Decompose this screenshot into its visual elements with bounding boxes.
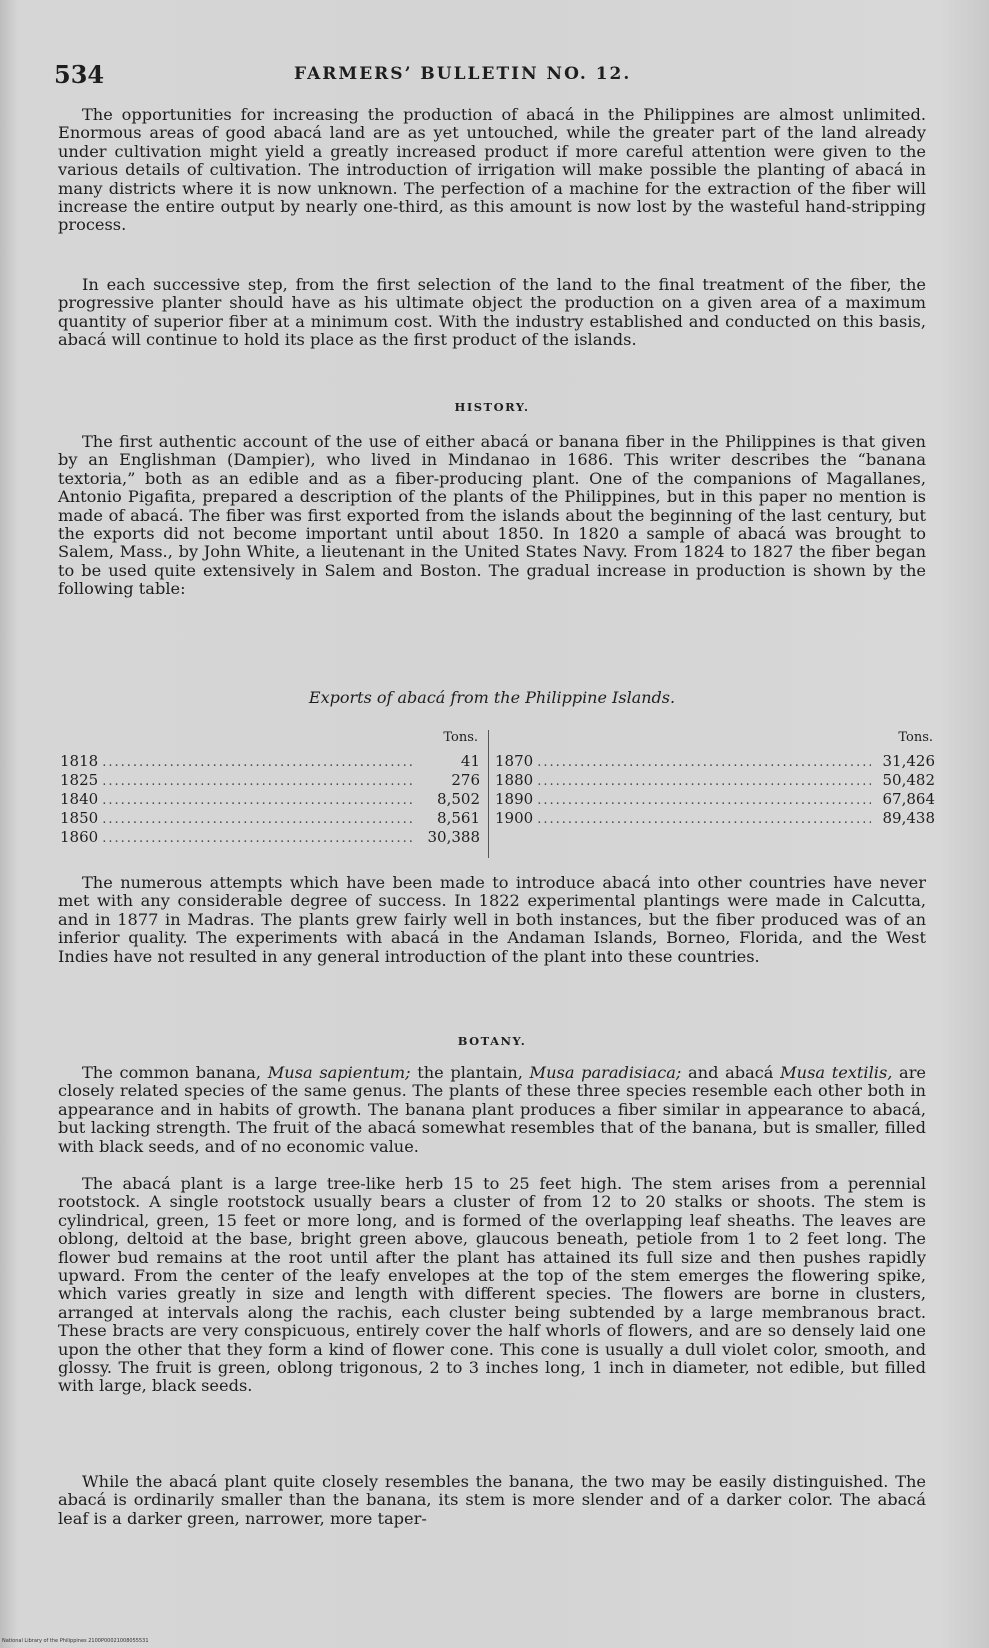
paragraph-plant-description: The abacá plant is a large tree-like herb 15 to 25 feet high. The stem arises from a perennial rootstock. A single rootstock usually bears a cluster of from 12 to 20 stalks or shoots. The stem is cylindrical, green, 15 feet or more long, and is formed of the overlapping leaf sheaths. The leaves are oblong, deltoid at the base, bright green above, glaucous beneath, petiole from 1 to 2 feet long. The flower bud remains at the root until after the plant has attained its full size and then pushes rapidly upward. From the center of the leafy envelopes at the top of the stem emerges the flowering spike, which varies greatly in size and length with different species. The flowers are borne in clusters, arranged at intervals along the rachis, each cluster being subtended by a large membranous bract. These bracts are very conspicuous, entirely cover the half whorls of flowers, and are so densely laid one upon the other that they form a kind of flower cone. This cone is usually a dull violet color, smooth, and glossy. The fruit is green, oblong trigonous, 2 to 3 inches long, 1 inch in diameter, not edible, but filled with large, black seeds.: [58, 1174, 926, 1396]
year-cell: 1880: [495, 771, 534, 789]
leader-dots: [102, 812, 416, 827]
running-title: FARMERS’ BULLETIN NO. 12.: [294, 64, 632, 84]
table-row: [495, 771, 935, 790]
tons-cell: 67,864: [882, 790, 935, 808]
tons-cell: 30,388: [427, 828, 480, 846]
table-column-right: [488, 730, 935, 858]
table-column-left: [60, 730, 480, 847]
table-row: [60, 828, 480, 847]
text-run: the plantain,: [410, 1063, 530, 1082]
leader-dots: [102, 755, 416, 770]
tons-cell: 31,426: [882, 752, 935, 770]
tons-cell: 8,502: [437, 790, 480, 808]
leader-dots: [537, 774, 871, 789]
paragraph-attempts: The numerous attempts which have been made to introduce abacá into other countries have never met with any considerable degree of success. In 1822 experimental plantings were made in Calcutta, and in 1877 in Madras. The plants grew fairly well in both instances, but the fiber produced was of an inferior quality. The experiments with abacá in the Andaman Islands, Borneo, Florida, and the West Indies have not resulted in any general introduction of the plant into these countries.: [58, 873, 926, 966]
table-row: [495, 752, 935, 771]
leader-dots: [102, 793, 416, 808]
table-row: [60, 752, 480, 771]
units-label: Tons.: [443, 730, 478, 745]
year-cell: 1850: [60, 809, 99, 827]
paragraph-distinguishing: While the abacá plant quite closely resembles the banana, the two may be easily distinguished. The abacá is ordinarily smaller than the banana, its stem is more slender and of a darker color. The abacá leaf is a darker green, narrower, more taper-: [58, 1472, 926, 1528]
year-cell: 1860: [60, 828, 99, 846]
paragraph-successive-step: In each successive step, from the first selection of the land to the final treatment of the fiber, the progressive planter should have as his ultimate object the production on a given area of a maximum quantity of superior fiber at a minimum cost. With the industry established and conducted on this basis, abacá will continue to hold its place as the first product of the islands.: [58, 275, 926, 350]
tons-cell: 8,561: [437, 809, 480, 827]
leader-dots: [537, 812, 871, 827]
table-row: [495, 809, 935, 828]
year-cell: 1900: [495, 809, 534, 827]
units-label: Tons.: [898, 730, 933, 745]
year-cell: 1890: [495, 790, 534, 808]
text-run: are closely related species of the same genus. The plants of these three species resemble each other both in appearance and in habits of growth. The banana plant produces a fiber similar in appearance to abacá, but lacking strength. The fruit of the abacá somewhat resembles that of the banana, but is smaller, filled with black seeds, and of no economic value.: [58, 1063, 927, 1156]
year-cell: 1870: [495, 752, 534, 770]
paragraph-history: The first authentic account of the use of either abacá or banana fiber in the Philippines is that given by an Englishman (Dampier), who lived in Mindanao in 1686. This writer describes the “banana textoria,” both as an edible and as a fiber-producing plant. One of the companions of Magallanes, Antonio Pigafita, prepared a description of the plants of the Philippines, but in this paper no mention is made of abacá. The fiber was first exported from the islands about the beginning of the last century, but the exports did not become important until about 1850. In 1820 a sample of abacá was brought to Salem, Mass., by John White, a lieutenant in the United States Navy. From 1824 to 1827 the fiber began to be used quite extensively in Salem and Boston. The gradual increase in production is shown by the following table:: [58, 432, 926, 599]
tons-cell: 276: [451, 771, 480, 789]
leader-dots: [102, 831, 416, 846]
text-run: The common banana,: [82, 1063, 268, 1082]
paragraph-opportunities: The opportunities for increasing the production of abacá in the Philippines are almost unlimited. Enormous areas of good abacá land are as yet untouched, while the greater part of the land already under cultivation might yield a greatly increased product if more careful attention were given to the various details of cultivation. The introduction of irrigation will make possible the planting of abacá in many districts where it is now unknown. The perfection of a machine for the extraction of the fiber will increase the entire output by nearly one-third, as this amount is now lost by the wasteful hand-stripping process.: [58, 105, 926, 235]
table-caption: Exports of abacá from the Philippine Islands.: [308, 688, 676, 707]
species-name-plantain: Musa paradisiaca;: [529, 1063, 682, 1082]
leader-dots: [537, 793, 871, 808]
page-number: 534: [54, 60, 105, 89]
paragraph-species: [58, 1064, 926, 1156]
table-row: [60, 771, 480, 790]
species-name-abaca: Musa textilis,: [780, 1063, 893, 1082]
tons-cell: 41: [460, 752, 480, 770]
table-row: [60, 790, 480, 809]
table-row: [495, 790, 935, 809]
page-header: [54, 60, 925, 94]
leader-dots: [537, 755, 871, 770]
year-cell: 1840: [60, 790, 99, 808]
tons-cell: 89,438: [882, 809, 935, 827]
tons-cell: 50,482: [882, 771, 935, 789]
leader-dots: [102, 774, 416, 789]
footer-credit: National Library of the Philippines 2100P00021008055531: [2, 1638, 149, 1644]
year-cell: 1825: [60, 771, 99, 789]
year-cell: 1818: [60, 752, 99, 770]
table-row: [60, 809, 480, 828]
text-run: and abacá: [681, 1063, 781, 1082]
section-heading-history: HISTORY.: [454, 400, 530, 414]
species-name-banana: Musa sapientum;: [267, 1063, 411, 1082]
exports-table: [60, 730, 935, 860]
section-heading-botany: BOTANY.: [457, 1034, 527, 1048]
